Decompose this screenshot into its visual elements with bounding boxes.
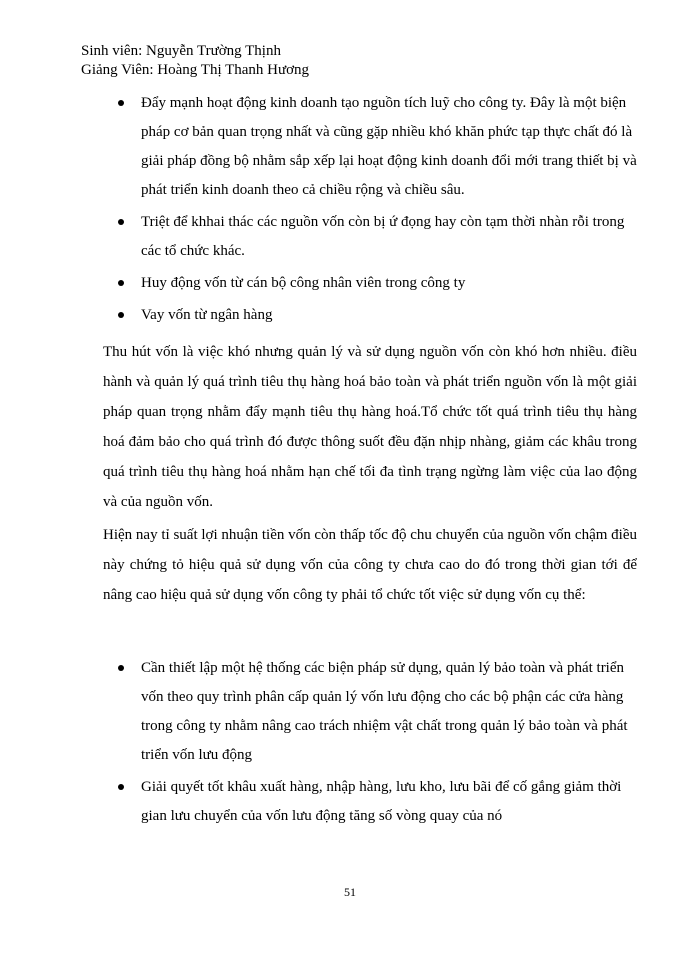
bullet-list-funding-sources [118, 89, 638, 333]
page-header [81, 42, 309, 80]
list-item-text: Giải quyết tốt khâu xuất hàng, nhập hàng, lưu kho, lưu bãi để cố gắng giảm thời gian lưu chuyển của vốn lưu động tăng số vòng quay của nó [141, 779, 622, 824]
bullet-icon [118, 280, 124, 286]
list-item-text: Vay vốn từ ngân hàng [141, 307, 273, 323]
bullet-icon [118, 312, 124, 318]
list-item [118, 269, 638, 298]
list-item [118, 654, 638, 770]
bullet-list-capital-usage [118, 654, 638, 834]
bullet-icon [118, 100, 124, 106]
body-paragraph: Hiện nay tỉ suất lợi nhuận tiền vốn còn thấp tốc độ chu chuyển của nguồn vốn chậm điều này chứng tỏ hiệu quả sử dụng vốn của công ty chưa cao do đó trong thời gian tới để nâng cao hiệu quả sử dụng vốn công ty phải tổ chức tốt việc sử dụng vốn cụ thể: [103, 527, 637, 603]
bullet-icon [118, 784, 124, 790]
bullet-icon [118, 665, 124, 671]
list-item [118, 773, 638, 831]
page-number: 51 [344, 885, 356, 899]
body-paragraph: Thu hút vốn là việc khó nhưng quản lý và sử dụng nguồn vốn còn khó hơn nhiều. điều hành và quản lý quá trình tiêu thụ hàng hoá bảo toàn và phát triển nguồn vốn là một giải pháp quan trọng nhằm đẩy mạnh tiêu thụ hàng hoá.Tổ chức tốt quá trình tiêu thụ hàng hoá đảm bảo cho quá trình đó được thông suốt đều đặn nhịp nhàng, giảm các khâu trong quá trình tiêu thụ hàng hoá nhằm hạn chế tối đa tình trạng ngừng làm việc của lao động và của nguồn vốn. [103, 344, 637, 510]
bullet-icon [118, 219, 124, 225]
list-item-text: Cần thiết lập một hệ thống các biện pháp sử dụng, quản lý bảo toàn và phát triển vốn theo quy trình phân cấp quản lý vốn lưu động cho các bộ phận các cửa hàng trong công ty nhằm nâng cao trách nhiệm vật chất trong quản lý bảo toàn và phát triển vốn lưu động [141, 660, 628, 763]
list-item [118, 301, 638, 330]
lecturer-name: Giảng Viên: Hoàng Thị Thanh Hương [81, 62, 310, 78]
list-item [118, 208, 638, 266]
list-item-text: Triệt để khhai thác các nguồn vốn còn bị ứ đọng hay còn tạm thời nhàn rỗi trong các tổ chức khác. [141, 214, 625, 259]
student-name: Sinh viên: Nguyễn Trường Thịnh [81, 43, 281, 59]
list-item-text: Đẩy mạnh hoạt động kinh doanh tạo nguồn tích luỹ cho công ty. Đây là một biện pháp cơ bản quan trọng nhất và cũng gặp nhiều khó khăn phức tạp thực chất đó là giải pháp đồng bộ nhằm sắp xếp lại hoạt động kinh doanh đổi mới trang thiết bị và phát triển kinh doanh theo cả chiều rộng và chiều sâu. [141, 95, 637, 198]
list-item-text: Huy động vốn từ cán bộ công nhân viên trong công ty [141, 275, 466, 291]
list-item [118, 89, 638, 205]
